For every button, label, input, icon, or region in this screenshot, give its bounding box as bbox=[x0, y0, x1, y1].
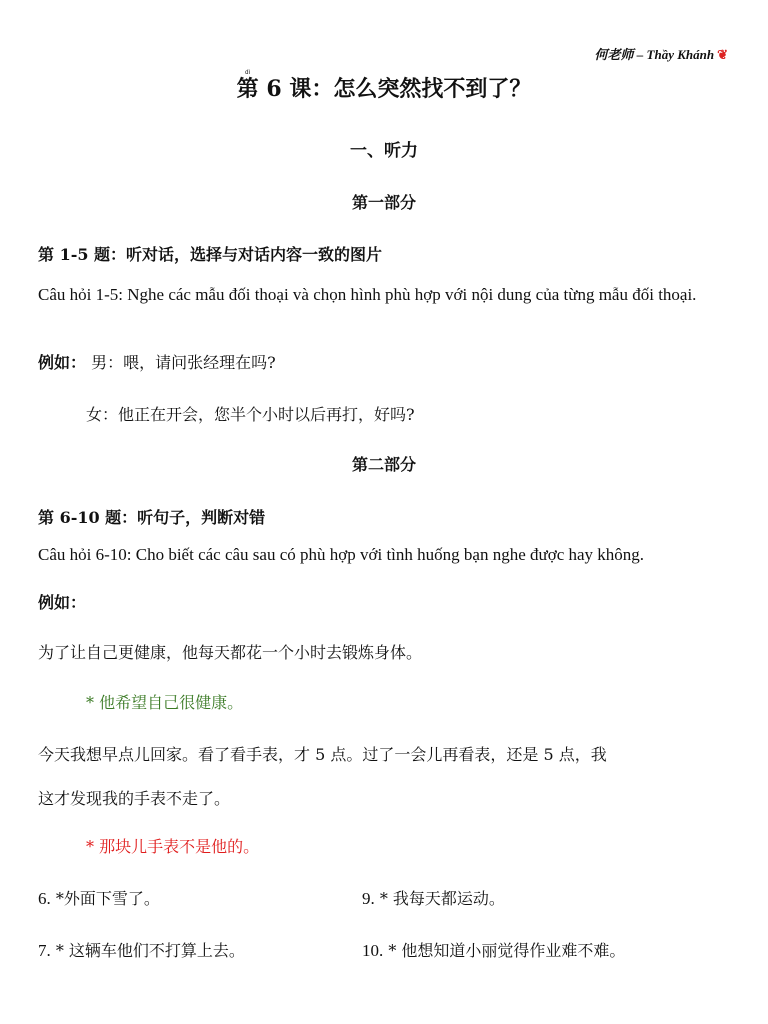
answer-1: * 他希望自己很健康。 bbox=[86, 693, 244, 712]
part1-title: 第一部分 bbox=[351, 193, 416, 212]
item-9 bbox=[362, 886, 505, 912]
maple-leaf-icon: ❦ bbox=[717, 47, 728, 62]
part2-title: 第二部分 bbox=[351, 455, 416, 474]
item-number: 10. bbox=[362, 941, 384, 960]
item-text: *外面下雪了。 bbox=[55, 889, 160, 908]
q1-instruction-vi: Câu hỏi 1-5: Nghe các mẫu đối thoại và chọn hình phù hợp với nội dung của từng mẫu đối thoại. bbox=[38, 285, 697, 304]
item-number: 6. bbox=[38, 889, 51, 908]
item-text: * 我每天都运动。 bbox=[379, 889, 505, 908]
lesson-number: 6 bbox=[266, 76, 282, 102]
sentence-2-line-1: 今天我想早点儿回家。看了看手表，才 5 点。过了一会儿再看表，还是 5 点，我 bbox=[38, 745, 607, 764]
item-number: 9. bbox=[362, 889, 375, 908]
q2-heading: 第 6-10 题：听句子，判断对错 bbox=[38, 508, 266, 527]
item-10 bbox=[362, 938, 625, 964]
sentence-2-line-2: 这才发现我的手表不走了。 bbox=[38, 789, 231, 808]
title-rest: 课：怎么突然找不到了？ bbox=[289, 76, 532, 102]
item-7 bbox=[38, 938, 245, 964]
q2-instruction-vi: Câu hỏi 6-10: Cho biết các câu sau có phù hợp với tình huống bạn nghe được hay không. bbox=[38, 545, 645, 564]
q1-heading: 第 1-5 题：听对话，选择与对话内容一致的图片 bbox=[38, 245, 383, 264]
answer-2: * 那块儿手表不是他的。 bbox=[86, 837, 260, 856]
author-credit bbox=[595, 44, 728, 63]
author-name: 何老师 – Thầy Khánh bbox=[594, 47, 715, 62]
item-number: 7. bbox=[38, 941, 51, 960]
sentence-1: 为了让自己更健康，他每天都花一个小时去锻炼身体。 bbox=[38, 643, 423, 662]
item-text: * 这辆车他们不打算上去。 bbox=[55, 941, 245, 960]
dialog-line-2: 女：他正在开会，您半个小时以后再打，好吗? bbox=[86, 405, 415, 424]
example-label: 例如： bbox=[38, 353, 87, 372]
item-6 bbox=[38, 886, 160, 912]
example2-label: 例如： bbox=[38, 593, 87, 612]
example-row-1 bbox=[38, 350, 276, 373]
section-title: 一、听力 bbox=[350, 141, 418, 161]
item-text: * 他想知道小丽觉得作业难不难。 bbox=[388, 941, 626, 960]
page-title bbox=[0, 70, 768, 103]
title-prefix: 第dì bbox=[236, 70, 259, 102]
dialog-line-1: 男：喂，请问张经理在吗? bbox=[91, 353, 276, 372]
